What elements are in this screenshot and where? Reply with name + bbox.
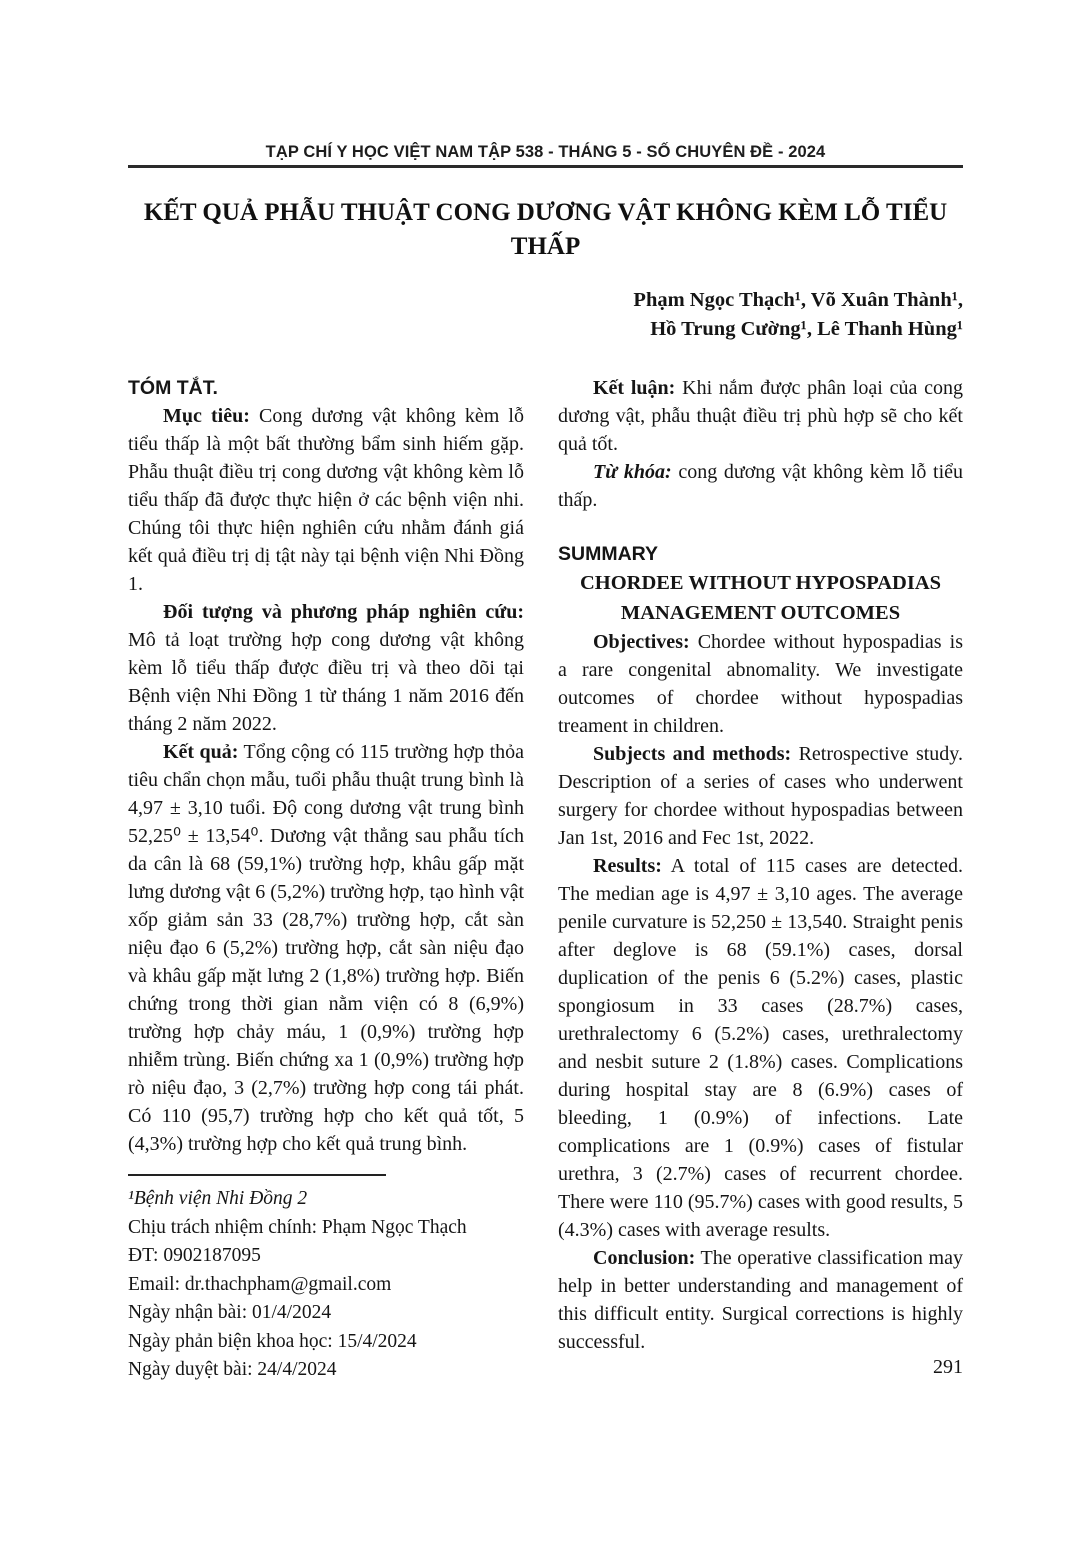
lead-objectives: Objectives: xyxy=(593,631,690,653)
paragraph-objectives xyxy=(558,628,963,740)
lead-ket-qua: Kết quả: xyxy=(163,741,239,763)
paragraph-conclusion xyxy=(558,1244,963,1356)
paragraph-ket-luan xyxy=(558,374,963,458)
page-title: KẾT QUẢ PHẪU THUẬT CONG DƯƠNG VẬT KHÔNG KÈM LỖ TIỂU THẤP xyxy=(143,199,948,260)
body-results: A total of 115 cases are detected. The median age is 4,97 ± 3,10 ages. The average penile curvature is 52,250 ± 13,540. Straight penis after deglove is 68 (59.1%) cases, dorsal duplication of the penis 6 (5.2%) cases, plastic spongiosum in 33 cases (28.7%) cases, urethralectomy 6 (5.2%) cases, urethralectomy and nesbit suture 2 (1.8%) cases. Complications during hospital stay are 8 (6.9%) cases of bleeding, 1 (0.9%) of infections. Late complications are 1 (0.9%) cases of fistular urethra, 3 (2.7%) cases of recurrent chordee. There were 110 (95.7%) cases with good results, 5 (4.3%) cases with average results. xyxy=(558,855,963,1241)
journal-header: TẠP CHÍ Y HỌC VIỆT NAM TẬP 538 - THÁNG 5 - SỐ CHUYÊN ĐỀ - 2024 xyxy=(265,143,826,161)
footnote-email: Email: dr.thachpham@gmail.com xyxy=(128,1273,392,1295)
footnote-corresponding-author: Chịu trách nhiệm chính: Phạm Ngọc Thạch xyxy=(128,1216,467,1238)
body-ket-qua: Tổng cộng có 115 trường hợp thỏa tiêu chẩn chọn mẫu, tuổi phẫu thuật trung bình là 4,97 ± 3,10 tuổi. Độ cong dương vật trung bình 52,25⁰ ± 13,54⁰. Dương vật thẳng sau phẫu tích da cân là 68 (59,1%) trường hợp, khâu gấp mặt lưng dương vật 6 (5,2%) trường hợp, tạo hình vật xốp giảm sản 33 (28,7%) trường hợp, cắt sàn niệu đạo 6 (5,2%) trường hợp, cắt sàn niệu đạo và khâu gấp mặt lưng 2 (1,8%) trường hợp. Biến chứng trong thời gian nằm viện có 8 (6,9%) trường hợp chảy máu, 1 (0,9%) trường hợp nhiễm trùng. Biến chứng xa 1 (0,9%) trường hợp rò niệu đạo, 3 (2,7%) trường hợp cong tái phát. Có 110 (95,7) trường hợp cho kết quả tốt, 5 (4,3%) trường hợp cho kết quả trung bình. xyxy=(128,741,524,1155)
summary-title: CHORDEE WITHOUT HYPOSPADIAS MANAGEMENT OUTCOMES xyxy=(579,572,942,624)
footnote-received-date: Ngày nhận bài: 01/4/2024 xyxy=(128,1302,332,1323)
lead-muc-tieu: Mục tiêu: xyxy=(163,405,250,427)
footnote-accepted-date: Ngày duyệt bài: 24/4/2024 xyxy=(128,1359,337,1380)
body-muc-tieu: Cong dương vật không kèm lỗ tiểu thấp là một bất thường bẩm sinh hiếm gặp. Phẫu thuật điều trị cong dương vật không kèm lỗ tiểu thấp đã được thực hiện ở các bệnh viện nhi. Chúng tôi thực hiện nghiên cứu nhằm đánh giá kết quả điều trị dị tật này tại bệnh viện Nhi Đồng 1. xyxy=(128,405,524,595)
summary-heading: SUMMARY xyxy=(558,543,659,565)
author-line-1: Phạm Ngọc Thạch¹, Võ Xuân Thành¹, xyxy=(633,289,963,311)
footnote-affiliation: ¹Bệnh viện Nhi Đồng 2 xyxy=(128,1188,308,1209)
footnote-block xyxy=(128,1174,524,1385)
paragraph-ket-qua xyxy=(128,738,524,1158)
paragraph-doi-tuong xyxy=(128,598,524,738)
lead-subjects-methods: Subjects and methods: xyxy=(593,743,792,765)
body-subjects-methods: Retrospective study. Description of a series of cases who underwent surgery for chordee without hypospadias between Jan 1st, 2016 and Fec 1st, 2022. xyxy=(558,743,963,849)
footnote-divider xyxy=(128,1174,386,1176)
paragraph-subjects-methods xyxy=(558,740,963,852)
paragraph-muc-tieu xyxy=(128,402,524,598)
body-objectives: Chordee without hypospadias is a rare congenital abnomality. We investigate outcomes of chordee without hypospadias treament in children. xyxy=(558,631,963,737)
author-line-2: Hồ Trung Cường¹, Lê Thanh Hùng¹ xyxy=(650,318,963,340)
lead-results: Results: xyxy=(593,855,662,877)
body-ket-luan: Khi nắm được phân loại của cong dương vật, phẫu thuật điều trị phù hợp sẽ cho kết quả tốt. xyxy=(558,377,963,455)
page-number: 291 xyxy=(933,1356,963,1378)
header-rule xyxy=(128,165,963,168)
right-column-summary xyxy=(558,374,963,1356)
paragraph-results xyxy=(558,852,963,1244)
body-conclusion: The operative classification may help in better understanding and management of this difficult entity. Surgical corrections is highly successful. xyxy=(558,1247,963,1353)
body-doi-tuong: Mô tả loạt trường hợp cong dương vật không kèm lỗ tiểu thấp được điều trị và theo dõi tại Bệnh viện Nhi Đồng 1 từ tháng 1 năm 2016 đến tháng 2 năm 2022. xyxy=(128,629,524,735)
paragraph-tu-khoa xyxy=(558,458,963,514)
body-tu-khoa: cong dương vật không kèm lỗ tiểu thấp. xyxy=(558,461,963,511)
footnote-review-date: Ngày phản biện khoa học: 15/4/2024 xyxy=(128,1330,417,1352)
footnote-phone: ĐT: 0902187095 xyxy=(128,1245,261,1266)
abstract-heading: TÓM TẮT. xyxy=(128,377,218,399)
authors-block xyxy=(128,286,963,344)
lead-ket-luan: Kết luận: xyxy=(593,377,676,399)
lead-tu-khoa: Từ khóa: xyxy=(593,461,672,483)
lead-conclusion: Conclusion: xyxy=(593,1247,696,1269)
lead-doi-tuong: Đối tượng và phương pháp nghiên cứu: xyxy=(163,601,524,623)
left-column-abstract xyxy=(128,374,524,1385)
two-column-body xyxy=(128,374,963,1385)
